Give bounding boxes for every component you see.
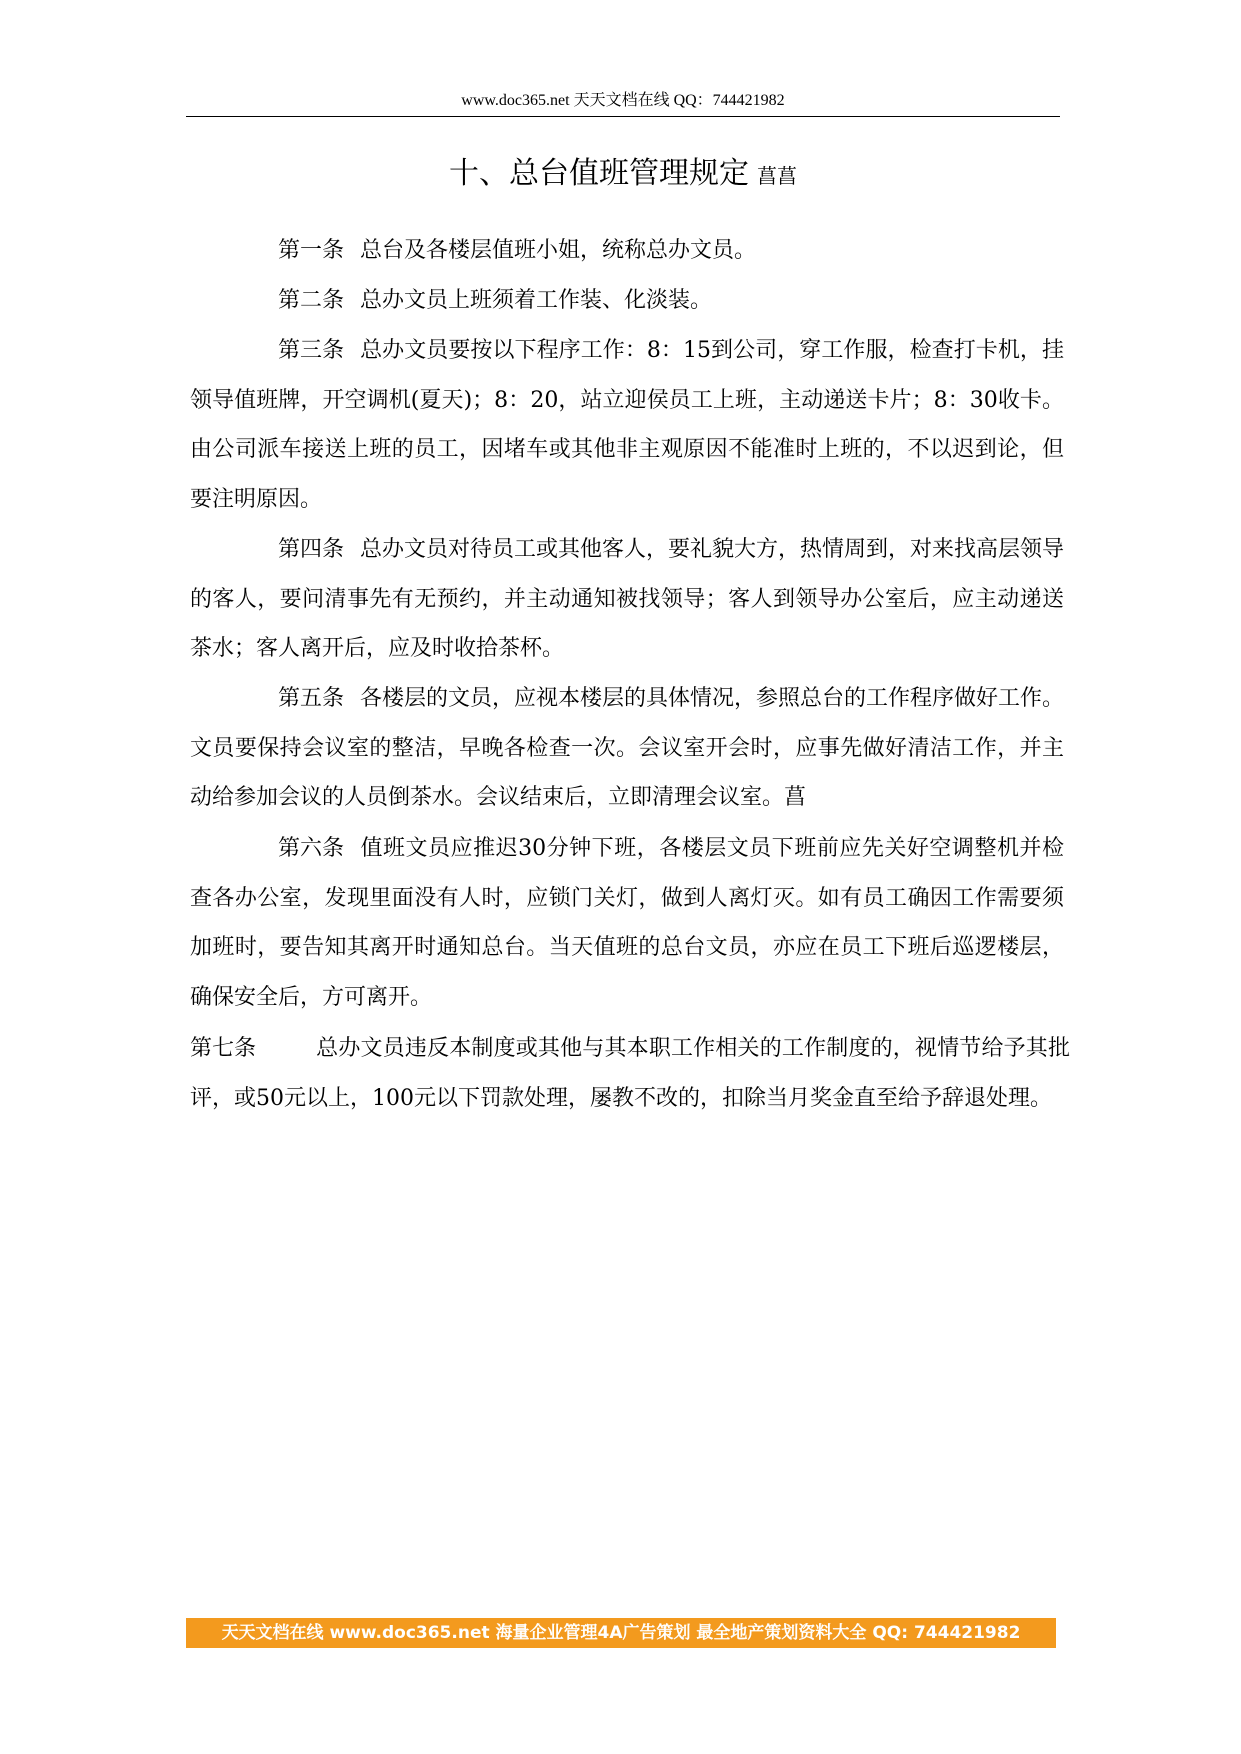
article-label: 第二条 [278,288,345,313]
article-label: 第六条 [278,836,345,861]
page-header: www.doc365.net 天天文档在线 QQ：744421982 [461,92,785,109]
article-label: 第五条 [278,686,345,711]
article-4 [190,525,1064,674]
article-text: 总台及各楼层值班小姐，统称总办文员。 [360,238,757,263]
article-text: 总办文员违反本制度或其他与其本职工作相关的工作制度的，视情节给予其批评，或50元以上，100元以下罚款处理，屡教不改的，扣除当月奖金直至给予辞退处理。 [190,1036,1070,1111]
article-2 [190,276,1064,326]
article-6 [190,824,1064,1022]
article-5 [190,674,1064,823]
header-divider [186,116,1060,117]
article-text: 总办文员要按以下程序工作：8：15到公司，穿工作服，检查打卡机，挂领导值班牌，开空调机(夏天)；8：20，站立迎侯员工上班，主动递送卡片；8：30收卡。由公司派车接送上班的员工，因堵车或其他非主观原因不能准时上班的，不以迟到论，但要注明原因。 [190,338,1064,512]
article-label: 第一条 [278,238,345,263]
article-label: 第四条 [278,537,345,562]
article-1 [190,226,1064,276]
article-label: 第三条 [278,338,345,363]
article-label: 第七条 [190,1036,257,1061]
article-7 [190,1024,1070,1123]
article-3 [190,326,1064,524]
article-text: 总办文员对待员工或其他客人，要礼貌大方，热情周到，对来找高层领导的客人，要问清事先有无预约，并主动通知被找领导；客人到领导办公室后，应主动递送茶水；客人离开后，应及时收拾茶杯。 [190,537,1065,662]
document-title-main: 十、总台值班管理规定 [449,156,749,191]
document-title-suffix: 菖菖 [757,164,797,188]
article-text: 各楼层的文员，应视本楼层的具体情况，参照总台的工作程序做好工作。文员要保持会议室的整洁，早晚各检查一次。会议室开会时，应事先做好清洁工作，并主动给参加会议的人员倒茶水。会议结束后，立即清理会议室。菖 [190,686,1065,811]
footer-banner[interactable]: 天天文档在线 www.doc365.net 海量企业管理4A广告策划 最全地产策划资料大全 QQ: 744421982 [186,1618,1056,1648]
document-title [186,152,1060,198]
article-text: 值班文员应推迟30分钟下班，各楼层文员下班前应先关好空调整机并检查各办公室，发现里面没有人时，应锁门关灯，做到人离灯灭。如有员工确因工作需要须加班时，要告知其离开时通知总台。当天值班的总台文员，亦应在员工下班后巡逻楼层，确保安全后，方可离开。 [190,836,1064,1010]
article-text: 总办文员上班须着工作装、化淡装。 [360,288,713,313]
